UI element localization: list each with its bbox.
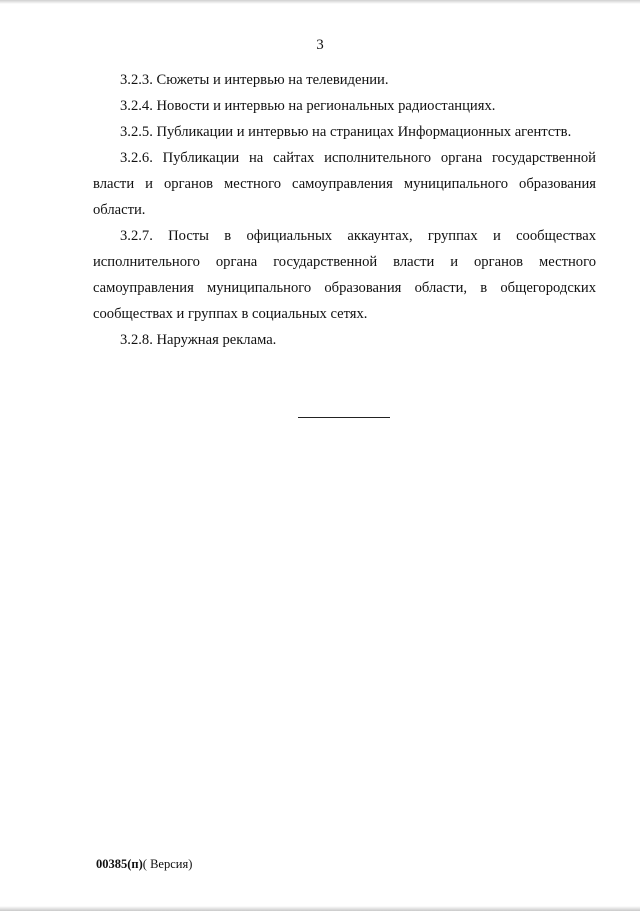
- scan-edge-top: [0, 0, 640, 4]
- document-version: ( Версия): [142, 857, 193, 871]
- paragraph-3-2-7: 3.2.7. Посты в официальных аккаунтах, группах и сообществах исполнительного органа государственной власти и органов местного самоуправления муниципального образования области, в общегородских сообществах и группах в социальных сетях.: [93, 228, 596, 322]
- scan-edge-bottom: [0, 906, 640, 911]
- end-rule-divider: [298, 417, 390, 418]
- paragraph-3-2-6: 3.2.6. Публикации на сайтах исполнительного органа государственной власти и органов местного самоуправления муниципального образования области.: [93, 150, 596, 218]
- paragraph-3-2-8: 3.2.8. Наружная реклама.: [120, 332, 277, 348]
- page-number: 3: [316, 37, 324, 53]
- paragraph-3-2-4: 3.2.4. Новости и интервью на региональных радиостанциях.: [120, 98, 496, 114]
- paragraph-3-2-5: 3.2.5. Публикации и интервью на страницах Информационных агентств.: [120, 124, 572, 140]
- document-footer: [96, 857, 192, 872]
- paragraph-3-2-3: 3.2.3. Сюжеты и интервью на телевидении.: [120, 72, 389, 88]
- document-code: 00385(п): [96, 857, 143, 871]
